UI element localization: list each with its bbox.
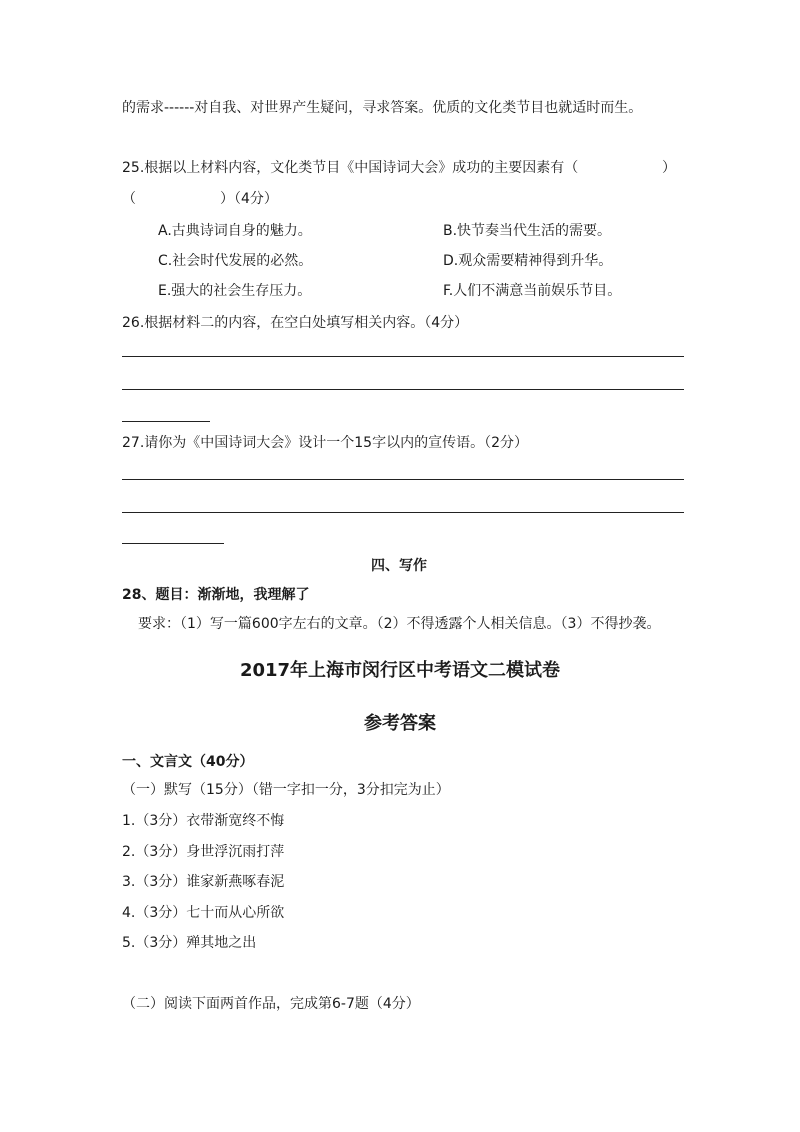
answer-item-4: 4.（3分）七十而从心所欲 xyxy=(122,905,285,921)
option-d: D.观众需要精神得到升华。 xyxy=(443,253,613,269)
answer-subsection-1: （一）默写（15分）（错一字扣一分，3分扣完为止） xyxy=(122,782,450,798)
option-b: B.快节奏当代生活的需要。 xyxy=(443,223,612,239)
answer-line xyxy=(122,389,684,390)
answer-subsection-2: （二）阅读下面两首作品，完成第6-7题（4分） xyxy=(122,996,420,1012)
option-c: C.社会时代发展的必然。 xyxy=(158,253,313,269)
answer-item-2: 2.（3分）身世浮沉雨打萍 xyxy=(122,844,285,860)
answer-line xyxy=(122,479,684,480)
answer-item-1: 1.（3分）衣带渐宽终不悔 xyxy=(122,813,285,829)
answer-line xyxy=(122,543,224,544)
answer-key-title: 参考答案 xyxy=(364,713,436,734)
option-f: F.人们不满意当前娱乐节目。 xyxy=(443,283,622,299)
question-25-stem-close: ） xyxy=(662,160,676,176)
writing-section-title: 四、写作 xyxy=(371,558,427,574)
option-e: E.强大的社会生存压力。 xyxy=(158,283,312,299)
answer-item-5: 5.（3分）殚其地之出 xyxy=(122,935,257,951)
writing-requirement: 要求：（1）写一篇600字左右的文章。（2）不得透露个人相关信息。（3）不得抄袭。 xyxy=(138,616,661,632)
question-27: 27.请你为《中国诗词大会》设计一个15字以内的宣传语。（2分） xyxy=(122,435,528,451)
exam-title: 2017年上海市闵行区中考语文二模试卷 xyxy=(239,660,561,681)
intro-line: 的需求------对自我、对世界产生疑问，寻求答案。优质的文化类节目也就适时而生。 xyxy=(122,100,643,116)
option-a: A.古典诗词自身的魅力。 xyxy=(158,223,312,239)
writing-topic: 28、题目：渐渐地，我理解了 xyxy=(122,587,310,603)
question-26: 26.根据材料二的内容，在空白处填写相关内容。（4分） xyxy=(122,315,469,331)
question-25-stem: 25.根据以上材料内容，文化类节目《中国诗词大会》成功的主要因素有（ xyxy=(122,160,579,176)
answer-line xyxy=(122,421,210,422)
answer-item-3: 3.（3分）谁家新燕啄春泥 xyxy=(122,874,285,890)
question-25-answer-blank: （ ）（4分） xyxy=(122,191,278,207)
answer-section-1: 一、文言文（40分） xyxy=(122,754,254,770)
answer-line xyxy=(122,512,684,513)
answer-line xyxy=(122,356,684,357)
